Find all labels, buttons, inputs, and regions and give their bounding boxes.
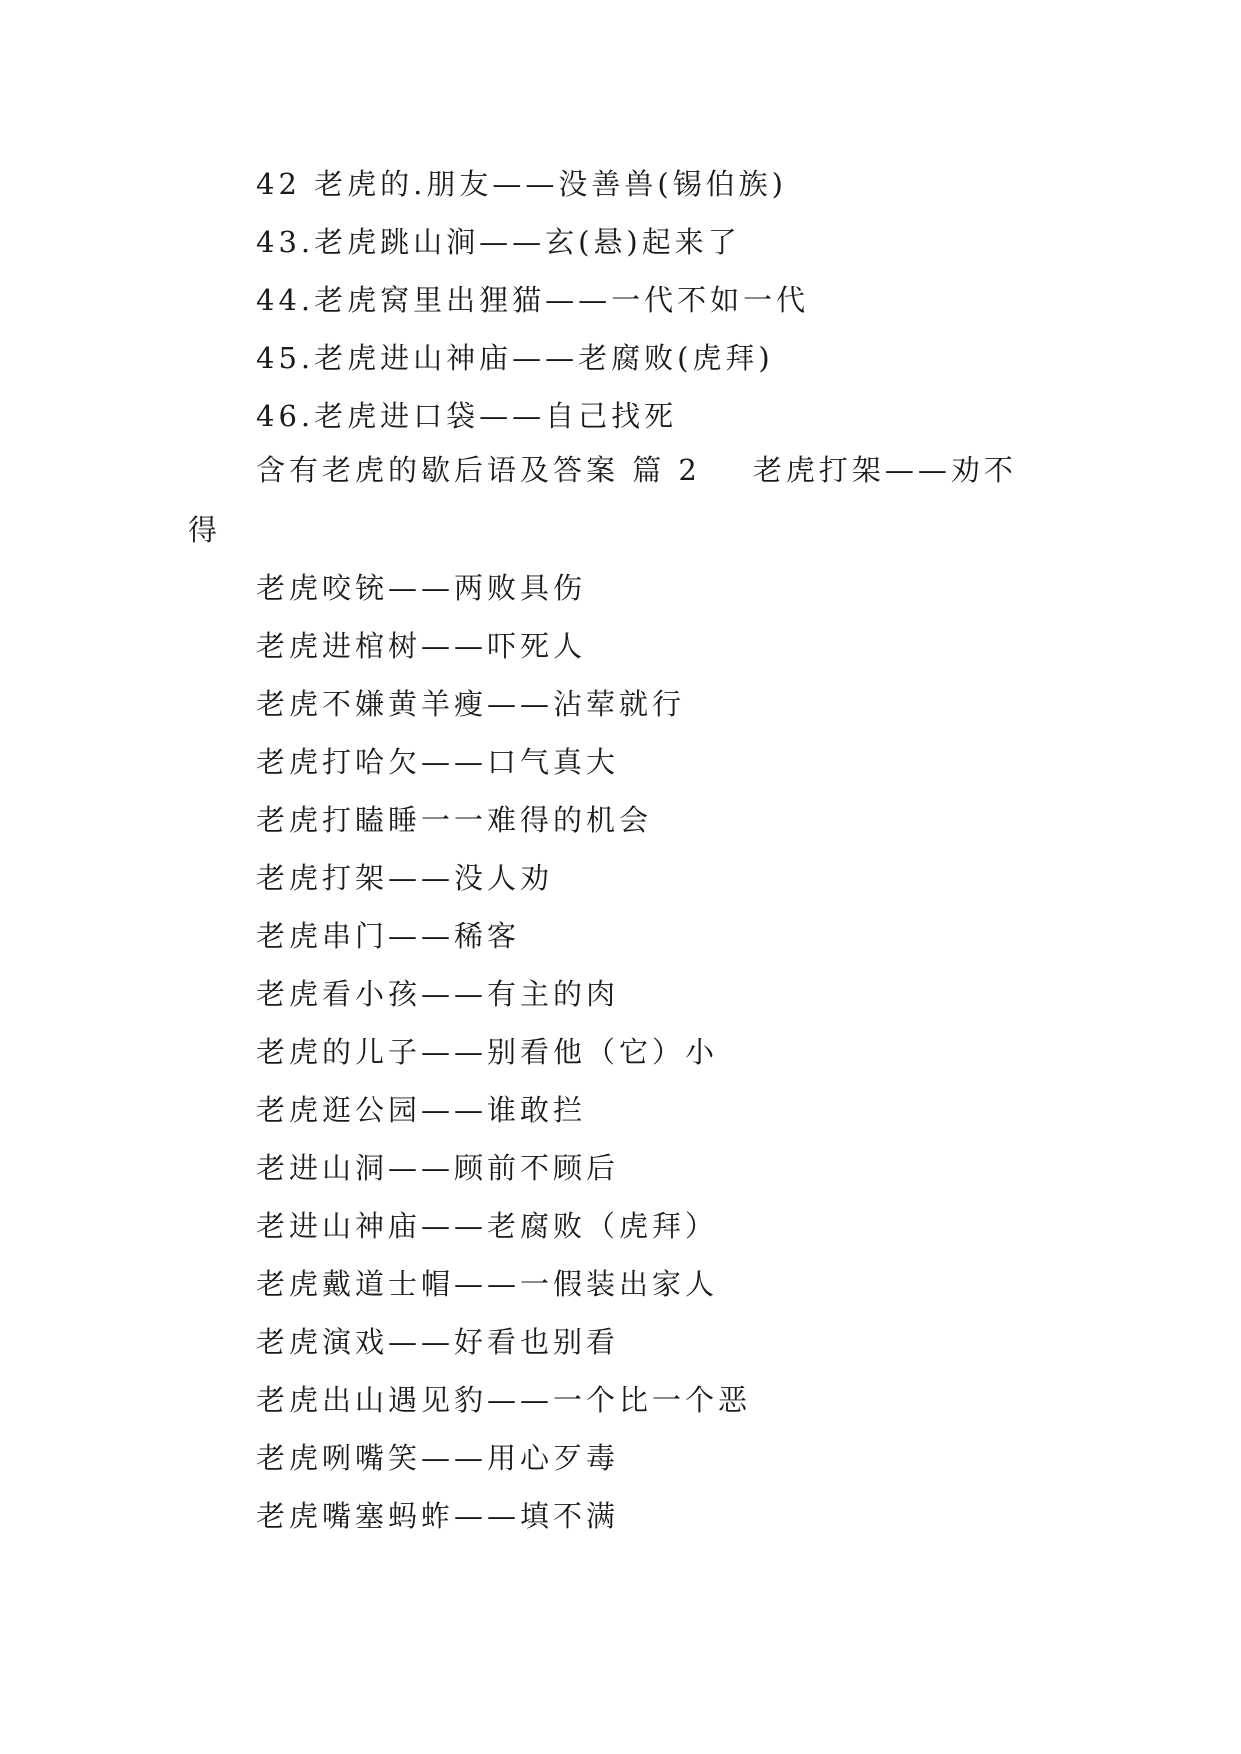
- section-heading-row: [256, 450, 1056, 490]
- text-line: 老虎串门——稀客: [256, 919, 521, 953]
- text-line: 42 老虎的.朋友——没善兽(锡伯族): [256, 167, 787, 201]
- text-line: 老虎的儿子——别看他（它）小: [256, 1035, 719, 1069]
- section-title: 含有老虎的歇后语及答案 篇 2: [256, 453, 701, 487]
- text-line: 老虎不嫌黄羊瘦——沾荤就行: [256, 687, 686, 721]
- text-line: 老虎戴道士帽——一假装出家人: [256, 1267, 719, 1301]
- text-line: 老虎进棺树——吓死人: [256, 629, 587, 663]
- text-line: 43.老虎跳山涧——玄(悬)起来了: [256, 225, 741, 259]
- text-line: 45.老虎进山神庙——老腐败(虎拜): [256, 341, 774, 375]
- text-line: 老进山洞——顾前不顾后: [256, 1151, 620, 1185]
- text-line: 老进山神庙——老腐败（虎拜）: [256, 1209, 719, 1243]
- text-line: 老虎咬铳——两败具伤: [256, 571, 587, 605]
- text-line: 老虎嘴塞蚂蚱——填不满: [256, 1499, 620, 1533]
- first-entry-end: 得: [188, 513, 222, 547]
- first-entry-start: 老虎打架——劝不: [752, 453, 1017, 487]
- text-line: 老虎打架——没人劝: [256, 861, 554, 895]
- text-line: 46.老虎进口袋——自己找死: [256, 399, 678, 433]
- text-line: 老虎演戏——好看也别看: [256, 1325, 620, 1359]
- text-line: 老虎打瞌睡一一难得的机会: [256, 803, 653, 837]
- text-line: 44.老虎窝里出狸猫——一代不如一代: [256, 283, 810, 317]
- text-line: 老虎看小孩——有主的肉: [256, 977, 620, 1011]
- text-line: 老虎打哈欠——口气真大: [256, 745, 620, 779]
- text-line: 老虎咧嘴笑——用心歹毒: [256, 1441, 620, 1475]
- text-line: 老虎逛公园——谁敢拦: [256, 1093, 587, 1127]
- text-line: 老虎出山遇见豹——一个比一个恶: [256, 1383, 752, 1417]
